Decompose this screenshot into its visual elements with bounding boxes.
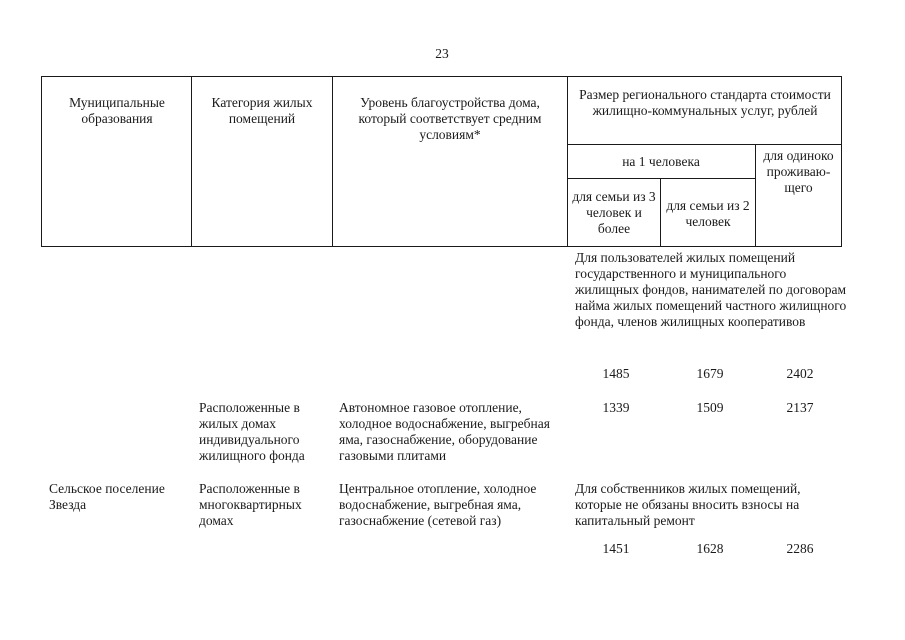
col-divider-1: [191, 76, 192, 247]
col-divider-4: [660, 178, 661, 247]
header-divider-per-person: [567, 144, 842, 145]
note-users: Для пользователей жилых помещений государственного и муниципального жилищных фондов, нанимателей по договорам найма жилых помещений частного жилищного фонда, членов жилищных кооперативов: [575, 250, 847, 329]
header-single: для одиноко проживаю-щего: [763, 148, 834, 195]
table-left-border: [41, 76, 42, 247]
row3-family2-value: 1628: [696, 541, 724, 556]
header-bottom-border: [41, 246, 842, 247]
row1-single-value: 2402: [786, 366, 814, 381]
header-category: Категория жилых помещений: [211, 95, 313, 126]
header-family-2: для семьи из 2 человек: [666, 198, 750, 229]
header-municipality: Муниципальные образования: [69, 95, 165, 126]
col-divider-3: [567, 76, 568, 247]
row3-family3-value: 1451: [602, 541, 630, 556]
header-family-3: для семьи из 3 человек и более: [572, 189, 656, 236]
row3-single-value: 2286: [786, 541, 814, 556]
row1-family3-value: 1485: [602, 366, 630, 381]
header-standard-size: Размер регионального стандарта стоимости жилищно-коммунальных услуг, рублей: [579, 87, 831, 118]
row2-family2-value: 1509: [696, 400, 724, 415]
col-divider-2: [332, 76, 333, 247]
note-owners: Для собственников жилых помещений, которые не обязаны вносить взносы на капитальный ремонт: [575, 481, 801, 528]
row3-municipality: Сельское поселение Звезда: [49, 481, 165, 512]
page-number: 23: [435, 46, 449, 61]
row3-level: Центральное отопление, холодное водоснабжение, выгребная яма, газоснабжение (сетевой газ): [339, 481, 537, 528]
header-per-person: на 1 человека: [622, 154, 700, 169]
row1-family2-value: 1679: [696, 366, 724, 381]
row2-family3-value: 1339: [602, 400, 630, 415]
row2-category: Расположенные в жилых домах индивидуального жилищного фонда: [199, 400, 305, 463]
col-divider-5: [755, 144, 756, 247]
table-right-border: [841, 76, 842, 247]
table-top-border: [41, 76, 842, 77]
row3-category: Расположенные в многоквартирных домах: [199, 481, 302, 528]
header-divider-family: [567, 178, 756, 179]
row2-single-value: 2137: [786, 400, 814, 415]
header-level: Уровень благоустройства дома, который соответствует средним условиям*: [358, 95, 542, 142]
row2-level: Автономное газовое отопление, холодное водоснабжение, выгребная яма, газоснабжение, оборудование газовыми плитами: [339, 400, 550, 463]
